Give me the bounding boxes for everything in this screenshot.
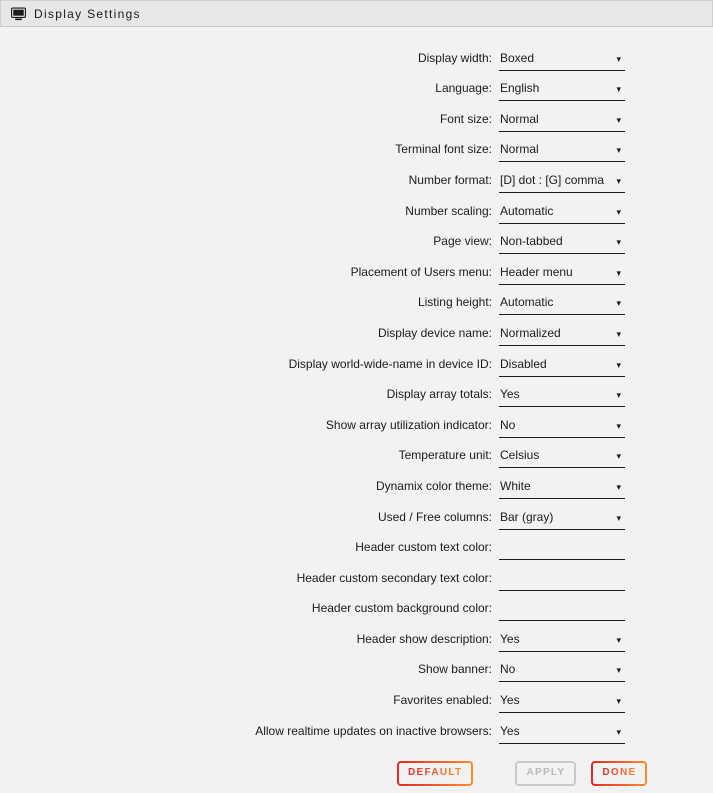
favorites-enabled-select[interactable]: [499, 694, 625, 713]
default-button[interactable]: [397, 761, 473, 786]
form-row: [0, 285, 713, 316]
header-show-description-label: Header show description:: [356, 631, 492, 646]
form-row: [0, 621, 713, 652]
used-free-columns-value: Bar (gray): [500, 509, 554, 524]
dropdown-arrow-icon: ▾: [616, 84, 621, 95]
form-row: [0, 682, 713, 713]
apply-button-label: APPLY: [526, 767, 566, 779]
dropdown-arrow-icon: ▾: [616, 665, 621, 676]
temperature-unit-select[interactable]: [499, 449, 625, 468]
form-row: [0, 438, 713, 469]
display-width-select[interactable]: [499, 52, 625, 71]
temperature-unit-label: Temperature unit:: [398, 448, 492, 463]
favorites-enabled-label: Favorites enabled:: [393, 693, 492, 708]
dropdown-arrow-icon: ▾: [616, 145, 621, 156]
favorites-enabled-value: Yes: [500, 693, 520, 708]
display-device-name-select[interactable]: [499, 327, 625, 346]
form-row: [0, 71, 713, 102]
display-wwn-in-device-id-value: Disabled: [500, 356, 547, 371]
form-row: [0, 224, 713, 255]
header-show-description-value: Yes: [500, 631, 520, 646]
dropdown-arrow-icon: ▾: [616, 114, 621, 125]
form-row: [0, 254, 713, 285]
header-custom-text-color-label: Header custom text color:: [355, 540, 492, 555]
used-free-columns-label: Used / Free columns:: [377, 509, 492, 524]
allow-realtime-updates-inactive-browsers-select[interactable]: [499, 725, 625, 744]
dropdown-arrow-icon: ▾: [616, 175, 621, 186]
users-menu-placement-label: Placement of Users menu:: [350, 264, 492, 279]
display-array-totals-select[interactable]: [499, 388, 625, 407]
dropdown-arrow-icon: ▾: [616, 390, 621, 401]
display-array-totals-value: Yes: [500, 387, 520, 402]
display-device-name-label: Display device name:: [377, 325, 492, 340]
dropdown-arrow-icon: ▾: [616, 359, 621, 370]
form-row: [0, 407, 713, 438]
form-row: [0, 377, 713, 408]
display-array-totals-label: Display array totals:: [386, 387, 492, 402]
language-value: English: [500, 81, 540, 96]
number-scaling-label: Number scaling:: [405, 203, 492, 218]
dropdown-arrow-icon: ▾: [616, 726, 621, 737]
dropdown-arrow-icon: ▾: [616, 328, 621, 339]
form-row: [0, 162, 713, 193]
header-custom-background-color-label: Header custom background color:: [311, 601, 492, 616]
dropdown-arrow-icon: ▾: [616, 53, 621, 64]
listing-height-select[interactable]: [499, 296, 625, 315]
apply-button[interactable]: [515, 761, 576, 786]
show-array-utilization-indicator-select[interactable]: [499, 419, 625, 438]
temperature-unit-value: Celsius: [500, 448, 540, 463]
dropdown-arrow-icon: ▾: [616, 512, 621, 523]
form-row: [0, 713, 713, 744]
page-title: Display Settings: [34, 6, 141, 21]
display-width-value: Boxed: [500, 50, 535, 65]
settings-form: [0, 27, 713, 744]
font-size-value: Normal: [500, 111, 539, 126]
form-row: [0, 346, 713, 377]
dropdown-arrow-icon: ▾: [616, 298, 621, 309]
display-width-label: Display width:: [417, 50, 492, 65]
form-row: [0, 560, 713, 591]
dynamix-color-theme-value: White: [500, 478, 531, 493]
page-view-label: Page view:: [433, 234, 492, 249]
dropdown-arrow-icon: ▾: [616, 420, 621, 431]
dropdown-arrow-icon: ▾: [616, 451, 621, 462]
page-view-value: Non-tabbed: [500, 234, 563, 249]
dropdown-arrow-icon: ▾: [616, 481, 621, 492]
show-banner-value: No: [500, 662, 516, 677]
allow-realtime-updates-inactive-browsers-value: Yes: [500, 723, 520, 738]
font-size-label: Font size:: [439, 111, 492, 126]
done-button[interactable]: [591, 761, 647, 786]
done-button-label: DONE: [602, 767, 637, 779]
show-array-utilization-indicator-value: No: [500, 417, 516, 432]
show-banner-select[interactable]: [499, 663, 625, 682]
language-label: Language:: [435, 81, 492, 96]
number-format-label: Number format:: [408, 172, 492, 187]
dynamix-color-theme-label: Dynamix color theme:: [375, 478, 492, 493]
show-banner-label: Show banner:: [417, 662, 492, 677]
display-device-name-value: Normalized: [500, 325, 561, 340]
form-row: [0, 652, 713, 683]
header-show-description-select[interactable]: [499, 633, 625, 652]
form-row: [0, 193, 713, 224]
show-array-utilization-indicator-label: Show array utilization indicator:: [325, 417, 492, 432]
number-format-select[interactable]: [499, 174, 625, 193]
header-custom-secondary-text-color-label: Header custom secondary text color:: [296, 570, 492, 585]
listing-height-value: Automatic: [500, 295, 554, 310]
number-scaling-value: Automatic: [500, 203, 554, 218]
page-view-select[interactable]: [499, 235, 625, 254]
form-row: [0, 499, 713, 530]
number-format-value: [D] dot : [G] comma: [500, 172, 605, 187]
titlebar: [0, 0, 713, 27]
header-custom-text-color-input[interactable]: [499, 541, 625, 560]
form-row: [0, 530, 713, 561]
form-row: [0, 591, 713, 622]
form-row: [0, 315, 713, 346]
terminal-font-size-label: Terminal font size:: [395, 142, 492, 157]
used-free-columns-select[interactable]: [499, 511, 625, 530]
dropdown-arrow-icon: ▾: [616, 267, 621, 278]
allow-realtime-updates-inactive-browsers-label: Allow realtime updates on inactive browsers:: [255, 723, 492, 738]
display-wwn-in-device-id-select[interactable]: [499, 358, 625, 377]
listing-height-label: Listing height:: [417, 295, 492, 310]
dropdown-arrow-icon: ▾: [616, 206, 621, 217]
language-select[interactable]: [499, 82, 625, 101]
form-row: [0, 468, 713, 499]
form-row: [0, 40, 713, 71]
header-custom-background-color-input[interactable]: [499, 602, 625, 621]
dropdown-arrow-icon: ▾: [616, 237, 621, 248]
font-size-select[interactable]: [499, 113, 625, 132]
form-row: [0, 101, 713, 132]
dynamix-color-theme-select[interactable]: [499, 480, 625, 499]
terminal-font-size-select[interactable]: [499, 143, 625, 162]
form-row: [0, 132, 713, 163]
default-button-label: DEFAULT: [408, 767, 463, 779]
terminal-font-size-value: Normal: [500, 142, 539, 157]
dropdown-arrow-icon: ▾: [616, 634, 621, 645]
dropdown-arrow-icon: ▾: [616, 696, 621, 707]
button-row: [0, 761, 713, 786]
users-menu-placement-value: Header menu: [500, 264, 573, 279]
number-scaling-select[interactable]: [499, 205, 625, 224]
display-wwn-in-device-id-label: Display world-wide-name in device ID:: [288, 356, 492, 371]
users-menu-placement-select[interactable]: [499, 266, 625, 285]
header-custom-secondary-text-color-input[interactable]: [499, 572, 625, 591]
monitor-icon: [11, 7, 26, 21]
